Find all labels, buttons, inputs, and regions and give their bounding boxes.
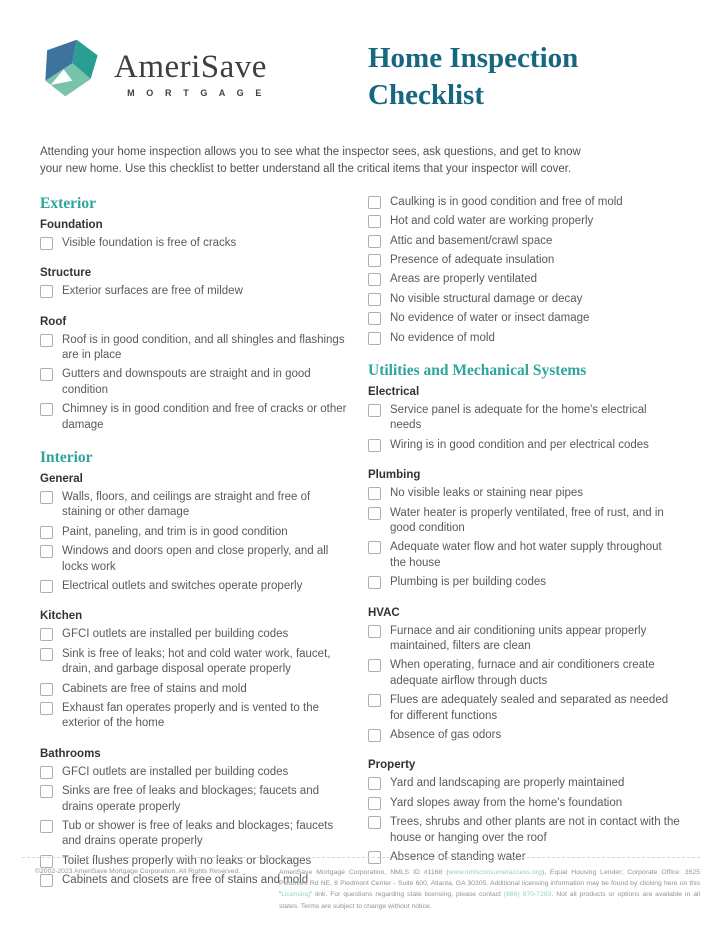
footer-link[interactable]: Licensing: [281, 891, 310, 899]
checklist-item-label: Toilet flushes properly with no leaks or blockages: [62, 854, 312, 867]
checklist-item: [40, 490, 352, 521]
section-utilities-and-mechanical-systems: [368, 362, 680, 744]
footer: [22, 857, 700, 912]
column-left: [40, 195, 352, 905]
footer-link[interactable]: www.nmlsconsumeraccess.org: [448, 869, 542, 876]
checklist-item-label: Plumbing is per building codes: [390, 576, 546, 589]
checkbox[interactable]: [40, 334, 53, 347]
checkbox[interactable]: [40, 526, 53, 539]
checklist-item-label: Presence of adequate insulation: [390, 253, 555, 266]
checklist-item-label: Windows and doors open and close properly, and all locks work: [62, 545, 329, 573]
checkbox[interactable]: [368, 439, 381, 452]
footer-legal-text: . Not all products or options are available in all states. Terms are subject to change without notice.: [279, 891, 700, 910]
checklist-item: [368, 575, 680, 590]
checkbox[interactable]: [368, 404, 381, 417]
checklist-item-label: Absence of standing water: [390, 851, 526, 864]
checklist-item-label: Exhaust fan operates properly and is vented to the exterior of the home: [62, 702, 319, 730]
checklist-item: [40, 647, 352, 678]
page-title: Home Inspection Checklist: [368, 42, 579, 111]
group-kitchen: [40, 610, 352, 731]
checkbox[interactable]: [368, 777, 381, 790]
group-roof: [40, 316, 352, 433]
checkbox[interactable]: [368, 659, 381, 672]
group-general: [40, 473, 352, 594]
checkbox[interactable]: [368, 507, 381, 520]
checklist-item-label: Cabinets and closets are free of stains and mold: [62, 874, 309, 887]
checklist-item-label: Yard and landscaping are properly maintained: [390, 777, 625, 790]
checkbox[interactable]: [368, 487, 381, 500]
checklist-item-label: Areas are properly ventilated: [390, 273, 538, 286]
checklist-item: [368, 506, 680, 537]
checklist-item-label: No visible structural damage or decay: [390, 292, 583, 305]
checkbox[interactable]: [368, 694, 381, 707]
checklist-item: [40, 765, 352, 780]
checklist-columns: [40, 195, 680, 905]
section-continued: [368, 195, 680, 346]
footer-copyright: ©2002-2023 AmeriSave Mortgage Corporation. All Rights Reserved.: [35, 868, 241, 875]
group-subheading: Plumbing: [368, 469, 421, 482]
group-structure: [40, 267, 352, 299]
checklist-item: [40, 284, 352, 299]
group-property: [368, 759, 680, 865]
checklist-item: [40, 627, 352, 642]
checkbox[interactable]: [368, 273, 381, 286]
checkbox[interactable]: [368, 816, 381, 829]
checkbox[interactable]: [40, 580, 53, 593]
checkbox[interactable]: [368, 235, 381, 248]
group-electrical: [368, 386, 680, 453]
checklist-item: [368, 438, 680, 453]
checkbox[interactable]: [40, 237, 53, 250]
checklist-item-label: Sink is free of leaks; hot and cold water work, faucet, drain, and garbage disposal operate properly: [62, 647, 331, 676]
checklist-item: [368, 693, 680, 724]
checkbox[interactable]: [40, 702, 53, 715]
group-foundation: [40, 219, 352, 251]
checklist-item-label: Furnace and air conditioning units appear properly maintained, filters are clean: [390, 624, 647, 652]
checkbox[interactable]: [368, 576, 381, 589]
checklist-item-label: When operating, furnace and air conditioners create adequate airflow through ducts: [390, 659, 655, 687]
checkbox[interactable]: [40, 766, 53, 779]
checkbox[interactable]: [40, 491, 53, 504]
group-subheading: Structure: [40, 267, 92, 280]
checklist-item-label: Adequate water flow and hot water supply throughout the house: [390, 541, 662, 569]
checklist-item: [368, 540, 680, 571]
checklist-item: [40, 236, 352, 251]
checkbox[interactable]: [368, 254, 381, 267]
checklist-item-label: Gutters and downspouts are straight and in good condition: [62, 368, 311, 396]
checklist-item: [40, 525, 352, 540]
checklist-item: [368, 331, 680, 346]
footer-legal-text: ” link. For questions regarding state licensing, please contact: [309, 891, 504, 899]
checklist-item-label: Water heater is properly ventilated, free of rust, and in good condition: [390, 506, 664, 534]
checklist-item-label: Walls, floors, and ceilings are straight and free of staining or other damage: [62, 490, 311, 519]
footer-legal-text: AmeriSave Mortgage Corporation, NMLS ID #1168 (: [279, 869, 449, 876]
checklist-item: [368, 311, 680, 326]
group-items: [368, 195, 680, 346]
logo-text: [114, 38, 267, 98]
footer-link[interactable]: (866) 970-7283: [503, 891, 552, 899]
checkbox[interactable]: [368, 215, 381, 228]
checklist-item-label: GFCI outlets are installed per building codes: [62, 765, 289, 778]
section-continued: [368, 759, 680, 865]
checklist-item-label: Trees, shrubs and other plants are not in contact with the house or hanging over the roof: [390, 816, 680, 844]
checklist-item: [40, 544, 352, 575]
intro-paragraph: Attending your home inspection allows you to see what the inspector sees, ask questions, and get to know your new home. Use this checklist to better understand all the critical items that your inspector will cover.: [40, 145, 581, 175]
checkbox[interactable]: [40, 285, 53, 298]
checkbox[interactable]: [40, 403, 53, 416]
amerisave-logo: [40, 38, 267, 99]
header: [40, 38, 680, 114]
checklist-item-label: Hot and cold water are working properly: [390, 215, 594, 228]
checklist-item: [368, 195, 680, 210]
group-subheading: Foundation: [40, 218, 103, 231]
checklist-item: [40, 333, 352, 364]
footer-legal-text: ), Equal Housing Lender; Corporate Office: 3525 Piedmont Rd NE, 8 Piedmont Center - Suite 600, Atlanta, GA 30305. Additional licensing information may be found by clicking here on this “: [279, 869, 700, 899]
checkbox[interactable]: [40, 648, 53, 661]
checklist-item: [368, 403, 680, 434]
checklist-item-label: Yard slopes away from the home's foundation: [390, 796, 623, 809]
checklist-item-label: Attic and basement/crawl space: [390, 234, 553, 247]
amerisave-gem-icon: [40, 38, 103, 99]
checklist-item: [368, 214, 680, 229]
section-exterior: [40, 195, 352, 433]
checkbox[interactable]: [368, 196, 381, 209]
checklist-item: [40, 579, 352, 594]
checklist-item: [368, 486, 680, 501]
checklist-item: [40, 784, 352, 815]
checklist-item-label: Sinks are free of leaks and blockages; faucets and drains operate properly: [62, 785, 319, 813]
checklist-item: [368, 234, 680, 249]
checklist-item: [368, 253, 680, 268]
checklist-item: [368, 728, 680, 743]
group-plumbing: [368, 469, 680, 590]
brand-subtitle: M O R T G A G E: [127, 88, 266, 98]
group-subheading: Kitchen: [40, 610, 83, 623]
footer-legal: [279, 867, 700, 912]
section-interior: [40, 449, 352, 889]
checklist-item: [40, 819, 352, 850]
checklist-item-label: Chimney is in good condition and free of cracks or other damage: [62, 403, 347, 431]
checklist-item-label: Service panel is adequate for the home's electrical needs: [390, 403, 647, 432]
checkbox[interactable]: [368, 312, 381, 325]
checkbox[interactable]: [40, 785, 53, 798]
checklist-item-label: Absence of gas odors: [390, 729, 502, 742]
checklist-item-label: Roof is in good condition, and all shingles and flashings are in place: [62, 333, 345, 361]
checklist-item-label: Exterior surfaces are free of mildew: [62, 285, 243, 298]
checklist-item: [368, 815, 680, 846]
checkbox[interactable]: [40, 820, 53, 833]
group-subheading: Electrical: [368, 385, 420, 398]
column-right: [368, 195, 680, 905]
section-heading: Interior: [40, 448, 93, 466]
checklist-item-label: Flues are adequately sealed and separated as needed for different functions: [390, 694, 669, 722]
checklist-item-label: Visible foundation is free of cracks: [62, 236, 237, 249]
checklist-item: [368, 658, 680, 689]
checklist-item: [368, 624, 680, 655]
checklist-item: [40, 701, 352, 732]
checklist-item-label: No evidence of mold: [390, 331, 495, 344]
checklist-item: [40, 402, 352, 433]
checkbox[interactable]: [368, 541, 381, 554]
checkbox[interactable]: [40, 545, 53, 558]
checklist-item-label: GFCI outlets are installed per building codes: [62, 628, 289, 641]
checkbox[interactable]: [40, 683, 53, 696]
checklist-item-label: Cabinets are free of stains and mold: [62, 682, 247, 695]
section-heading: Exterior: [40, 194, 96, 212]
group-subheading: Roof: [40, 315, 67, 328]
checklist-item-label: Caulking is in good condition and free of mold: [390, 195, 623, 208]
checkbox[interactable]: [368, 293, 381, 306]
checklist-item-label: Tub or shower is free of leaks and blockages; faucets and drains operate properly: [62, 820, 334, 848]
checklist-item: [40, 682, 352, 697]
checklist-item: [368, 292, 680, 307]
checklist-item: [368, 796, 680, 811]
checklist-item: [40, 367, 352, 398]
checkbox[interactable]: [368, 729, 381, 742]
group-subheading: General: [40, 472, 83, 485]
checklist-item: [368, 776, 680, 791]
checkbox[interactable]: [368, 332, 381, 345]
checklist-item-label: No evidence of water or insect damage: [390, 312, 590, 325]
checklist-item-label: No visible leaks or staining near pipes: [390, 487, 584, 500]
checkbox[interactable]: [40, 628, 53, 641]
group-subheading: Property: [368, 759, 416, 772]
checkbox[interactable]: [368, 625, 381, 638]
checklist-item-label: Wiring is in good condition and per electrical codes: [390, 438, 649, 451]
group-subheading: Bathrooms: [40, 747, 101, 760]
brand-name: AmeriSave: [114, 49, 267, 85]
checklist-item-label: Electrical outlets and switches operate properly: [62, 579, 303, 592]
checklist-item-label: Paint, paneling, and trim is in good condition: [62, 525, 288, 538]
section-heading: Utilities and Mechanical Systems: [368, 361, 587, 379]
group-subheading: HVAC: [368, 606, 400, 619]
group-hvac: [368, 607, 680, 744]
checkbox[interactable]: [40, 368, 53, 381]
checkbox[interactable]: [368, 797, 381, 810]
checklist-item: [368, 272, 680, 287]
